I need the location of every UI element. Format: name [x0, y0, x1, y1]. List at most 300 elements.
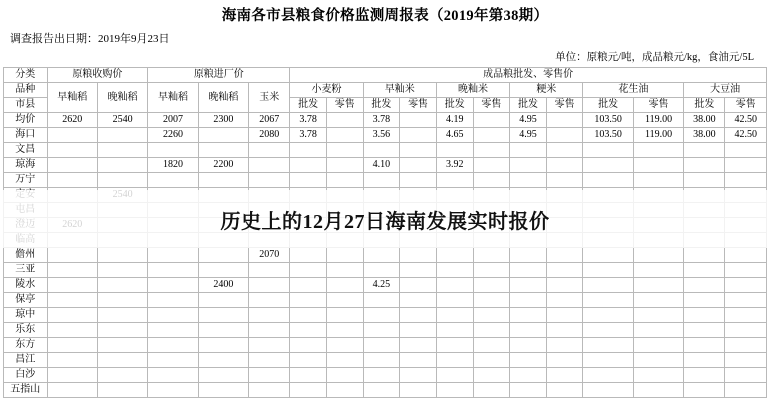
table-cell [400, 173, 437, 188]
table-cell [326, 278, 363, 293]
table-cell [198, 143, 248, 158]
table-row [4, 143, 767, 158]
table-cell [546, 338, 583, 353]
row-label: 琼海 [4, 158, 48, 173]
table-cell: 4.25 [363, 278, 400, 293]
table-cell [326, 383, 363, 398]
table-cell: 3.78 [290, 128, 327, 143]
table-cell [47, 143, 97, 158]
table-cell [363, 143, 400, 158]
table-cell: 4.19 [436, 113, 473, 128]
table-row [4, 113, 767, 128]
table-cell [546, 143, 583, 158]
table-cell [684, 173, 725, 188]
table-cell [633, 143, 683, 158]
header-sub-huashengyou-lingshou: 零售 [633, 98, 683, 113]
table-cell [583, 278, 633, 293]
table-cell [47, 383, 97, 398]
table-cell [97, 353, 147, 368]
table-cell [510, 383, 547, 398]
table-cell [97, 128, 147, 143]
table-cell [148, 353, 198, 368]
table-cell [290, 158, 327, 173]
table-cell: 38.00 [684, 113, 725, 128]
table-cell [47, 128, 97, 143]
table-cell [249, 263, 290, 278]
table-cell [97, 248, 147, 263]
table-cell [326, 158, 363, 173]
table-cell [326, 113, 363, 128]
table-cell [148, 278, 198, 293]
table-cell: 2007 [148, 113, 198, 128]
table-cell [684, 248, 725, 263]
header-sub-jingmi-lingshou: 零售 [546, 98, 583, 113]
table-cell [725, 338, 767, 353]
table-cell: 103.50 [583, 128, 633, 143]
header-col-yumi: 玉米 [249, 83, 290, 113]
table-cell: 3.56 [363, 128, 400, 143]
table-cell [363, 368, 400, 383]
table-cell [400, 113, 437, 128]
table-cell: 4.10 [363, 158, 400, 173]
table-cell [363, 308, 400, 323]
table-cell [290, 323, 327, 338]
header-col-huashengyou: 花生油 [583, 83, 684, 98]
table-cell [725, 353, 767, 368]
table-cell [436, 383, 473, 398]
table-cell [290, 338, 327, 353]
table-row [4, 368, 767, 383]
table-cell [97, 263, 147, 278]
table-cell [290, 293, 327, 308]
table-cell [546, 158, 583, 173]
table-cell [473, 248, 510, 263]
table-cell [290, 263, 327, 278]
table-cell [198, 248, 248, 263]
table-cell [473, 113, 510, 128]
row-label: 三亚 [4, 263, 48, 278]
table-cell [47, 323, 97, 338]
header-variety-cell: 品种 [4, 83, 48, 98]
table-cell [546, 383, 583, 398]
table-cell [633, 383, 683, 398]
table-cell [684, 353, 725, 368]
table-cell [725, 308, 767, 323]
row-label: 白沙 [4, 368, 48, 383]
table-cell [97, 308, 147, 323]
table-cell [510, 248, 547, 263]
table-cell: 2300 [198, 113, 248, 128]
table-cell [290, 308, 327, 323]
row-label: 乐东 [4, 323, 48, 338]
table-cell [326, 128, 363, 143]
table-cell [510, 308, 547, 323]
table-cell [684, 158, 725, 173]
table-cell [326, 248, 363, 263]
table-cell [249, 353, 290, 368]
table-cell [47, 293, 97, 308]
table-cell [326, 263, 363, 278]
table-cell [249, 383, 290, 398]
table-cell [400, 128, 437, 143]
table-cell [148, 173, 198, 188]
table-cell: 119.00 [633, 128, 683, 143]
table-cell [546, 278, 583, 293]
table-cell [510, 158, 547, 173]
table-cell [326, 308, 363, 323]
table-cell [47, 248, 97, 263]
table-cell: 3.78 [290, 113, 327, 128]
header-col-zaoxiandao-shougou: 早籼稻 [47, 83, 97, 113]
table-cell [198, 293, 248, 308]
table-cell: 3.92 [436, 158, 473, 173]
table-cell [290, 278, 327, 293]
table-cell [546, 323, 583, 338]
table-cell [633, 323, 683, 338]
table-row [4, 353, 767, 368]
table-row [4, 383, 767, 398]
table-cell [400, 278, 437, 293]
table-cell [436, 278, 473, 293]
table-cell: 4.65 [436, 128, 473, 143]
table-cell [583, 173, 633, 188]
table-cell [510, 338, 547, 353]
table-cell: 2070 [249, 248, 290, 263]
table-cell [198, 173, 248, 188]
table-cell [363, 383, 400, 398]
header-group-shougou: 原粮收购价 [47, 68, 148, 83]
table-cell [633, 353, 683, 368]
table-row [4, 128, 767, 143]
table-cell [436, 353, 473, 368]
table-cell [510, 143, 547, 158]
table-cell: 2080 [249, 128, 290, 143]
table-cell [290, 173, 327, 188]
table-row [4, 263, 767, 278]
table-cell [400, 308, 437, 323]
table-cell [363, 338, 400, 353]
table-cell [725, 248, 767, 263]
row-label: 琼中 [4, 308, 48, 323]
table-cell: 4.95 [510, 128, 547, 143]
table-cell [148, 293, 198, 308]
table-cell: 42.50 [725, 128, 767, 143]
table-row [4, 293, 767, 308]
header-sub-wanxianmi-lingshou: 零售 [473, 98, 510, 113]
table-cell [47, 338, 97, 353]
table-cell [725, 323, 767, 338]
table-cell [198, 383, 248, 398]
table-cell [436, 368, 473, 383]
row-label: 儋州 [4, 248, 48, 263]
table-cell [583, 323, 633, 338]
table-cell [249, 323, 290, 338]
table-cell [436, 338, 473, 353]
table-cell [97, 158, 147, 173]
header-col-wanxiandao-jinchang: 晚籼稻 [198, 83, 248, 113]
table-cell [148, 323, 198, 338]
table-cell [148, 248, 198, 263]
table-cell [249, 368, 290, 383]
table-cell [326, 368, 363, 383]
table-cell [633, 158, 683, 173]
table-cell [249, 173, 290, 188]
table-cell [363, 323, 400, 338]
row-label: 均价 [4, 113, 48, 128]
table-cell [583, 293, 633, 308]
table-cell [583, 308, 633, 323]
table-cell [684, 278, 725, 293]
table-cell [633, 338, 683, 353]
table-cell [684, 338, 725, 353]
report-date-label: 调查报告出日期：2019年9月23日 [10, 33, 170, 45]
table-cell [400, 248, 437, 263]
table-cell [684, 368, 725, 383]
table-cell [97, 383, 147, 398]
table-cell [633, 293, 683, 308]
table-cell [725, 383, 767, 398]
table-cell [725, 368, 767, 383]
table-cell: 2200 [198, 158, 248, 173]
table-cell: 119.00 [633, 113, 683, 128]
table-cell [148, 368, 198, 383]
table-cell [290, 368, 327, 383]
header-sub-zaoxianmi-pifa: 批发 [363, 98, 400, 113]
table-header [4, 68, 767, 113]
table-row [4, 323, 767, 338]
header-sub-dadouyou-lingshou: 零售 [725, 98, 767, 113]
table-cell: 103.50 [583, 113, 633, 128]
table-cell [725, 143, 767, 158]
table-cell [473, 308, 510, 323]
header-group-jinchang: 原粮进厂价 [148, 68, 290, 83]
table-cell [473, 173, 510, 188]
table-row [4, 338, 767, 353]
table-cell [473, 368, 510, 383]
table-cell [148, 383, 198, 398]
table-cell [400, 158, 437, 173]
row-label: 万宁 [4, 173, 48, 188]
header-col-zaoxianmi: 早籼米 [363, 83, 436, 98]
unit-note: 单位：原粮元/吨，成品粮元/kg，食油元/5L [555, 52, 754, 63]
table-cell [148, 338, 198, 353]
table-cell [436, 323, 473, 338]
table-cell [148, 143, 198, 158]
header-col-jingmi: 粳米 [510, 83, 583, 98]
header-col-xiaomaifen: 小麦粉 [290, 83, 363, 98]
table-cell [473, 278, 510, 293]
table-cell [363, 263, 400, 278]
table-cell [436, 248, 473, 263]
table-cell [510, 173, 547, 188]
table-cell [583, 263, 633, 278]
table-cell [583, 353, 633, 368]
table-cell: 3.78 [363, 113, 400, 128]
row-label: 文昌 [4, 143, 48, 158]
table-cell [326, 143, 363, 158]
table-cell [473, 353, 510, 368]
table-cell [47, 278, 97, 293]
table-cell [363, 293, 400, 308]
row-label: 昌江 [4, 353, 48, 368]
table-cell: 2260 [148, 128, 198, 143]
table-cell [198, 338, 248, 353]
table-cell [198, 368, 248, 383]
table-row [4, 308, 767, 323]
table-cell [583, 158, 633, 173]
table-cell [198, 353, 248, 368]
header-col-zaoxiandao-jinchang: 早籼稻 [148, 83, 198, 113]
table-cell [684, 383, 725, 398]
table-cell [326, 323, 363, 338]
table-row [4, 158, 767, 173]
table-cell [510, 263, 547, 278]
table-cell [400, 353, 437, 368]
table-cell [546, 173, 583, 188]
table-cell [97, 368, 147, 383]
table-cell [725, 293, 767, 308]
header-sub-huashengyou-pifa: 批发 [583, 98, 633, 113]
table-cell [684, 143, 725, 158]
table-body [4, 113, 767, 398]
table-cell [725, 263, 767, 278]
table-cell [473, 158, 510, 173]
table-cell [684, 323, 725, 338]
table-cell [583, 143, 633, 158]
table-cell: 2400 [198, 278, 248, 293]
table-cell [249, 143, 290, 158]
table-cell [249, 338, 290, 353]
table-cell [473, 383, 510, 398]
table-cell [198, 128, 248, 143]
table-cell [436, 263, 473, 278]
table-cell [97, 173, 147, 188]
table-cell [97, 143, 147, 158]
table-cell [249, 278, 290, 293]
table-cell: 1820 [148, 158, 198, 173]
table-row [4, 248, 767, 263]
table-cell [363, 353, 400, 368]
table-cell [473, 323, 510, 338]
table-row [4, 173, 767, 188]
header-group-chengpin: 成品粮批发、零售价 [290, 68, 767, 83]
table-cell [249, 158, 290, 173]
table-cell [583, 383, 633, 398]
header-sub-jingmi-pifa: 批发 [510, 98, 547, 113]
table-cell [400, 368, 437, 383]
table-cell [510, 323, 547, 338]
table-cell [546, 248, 583, 263]
table-cell [633, 248, 683, 263]
table-cell [326, 338, 363, 353]
page-title: 海南各市县粮食价格监测周报表（2019年第38期） [221, 8, 549, 24]
table-cell [97, 323, 147, 338]
table-cell [583, 338, 633, 353]
table-cell [97, 278, 147, 293]
header-row-variety [4, 83, 767, 98]
table-cell: 2540 [97, 113, 147, 128]
table-cell [473, 338, 510, 353]
header-county-cell: 市县 [4, 98, 48, 113]
header-col-wanxiandao-shougou: 晚籼稻 [97, 83, 147, 113]
table-cell [473, 293, 510, 308]
table-cell [510, 293, 547, 308]
table-cell [546, 353, 583, 368]
table-cell [326, 173, 363, 188]
header-row-group [4, 68, 767, 83]
table-cell: 4.95 [510, 113, 547, 128]
row-label: 陵水 [4, 278, 48, 293]
table-cell [198, 323, 248, 338]
row-label: 海口 [4, 128, 48, 143]
row-label: 东方 [4, 338, 48, 353]
table-cell [249, 293, 290, 308]
table-cell [510, 278, 547, 293]
table-cell [633, 263, 683, 278]
table-cell [633, 278, 683, 293]
table-cell [473, 128, 510, 143]
header-col-wanxianmi: 晚籼米 [436, 83, 509, 98]
table-cell [148, 308, 198, 323]
table-cell [684, 263, 725, 278]
table-cell [546, 368, 583, 383]
table-cell [546, 128, 583, 143]
row-label: 五指山 [4, 383, 48, 398]
header-sub-wanxianmi-pifa: 批发 [436, 98, 473, 113]
table-cell [436, 293, 473, 308]
table-cell [684, 308, 725, 323]
table-cell [510, 368, 547, 383]
table-cell [400, 338, 437, 353]
header-sub-xiaomaifen-lingshou: 零售 [326, 98, 363, 113]
table-cell [546, 113, 583, 128]
table-cell [47, 263, 97, 278]
table-cell [47, 308, 97, 323]
table-cell [546, 293, 583, 308]
table-cell [47, 368, 97, 383]
table-cell [510, 353, 547, 368]
table-cell [47, 158, 97, 173]
table-cell [436, 143, 473, 158]
table-cell [290, 383, 327, 398]
table-cell: 2620 [47, 113, 97, 128]
table-cell [473, 263, 510, 278]
header-sub-zaoxianmi-lingshou: 零售 [400, 98, 437, 113]
table-cell [400, 323, 437, 338]
table-cell [633, 173, 683, 188]
table-cell [326, 293, 363, 308]
header-col-dadouyou: 大豆油 [684, 83, 767, 98]
header-sub-dadouyou-pifa: 批发 [684, 98, 725, 113]
table-row [4, 278, 767, 293]
table-cell [47, 353, 97, 368]
table-cell [363, 173, 400, 188]
table-cell [633, 368, 683, 383]
table-cell [546, 263, 583, 278]
table-cell [290, 353, 327, 368]
table-cell [583, 368, 633, 383]
table-cell [400, 143, 437, 158]
table-cell [400, 383, 437, 398]
table-cell [583, 248, 633, 263]
table-cell [473, 143, 510, 158]
table-cell [97, 293, 147, 308]
table-cell [290, 248, 327, 263]
table-cell [546, 308, 583, 323]
table-cell [436, 308, 473, 323]
table-cell [198, 308, 248, 323]
table-cell [97, 338, 147, 353]
